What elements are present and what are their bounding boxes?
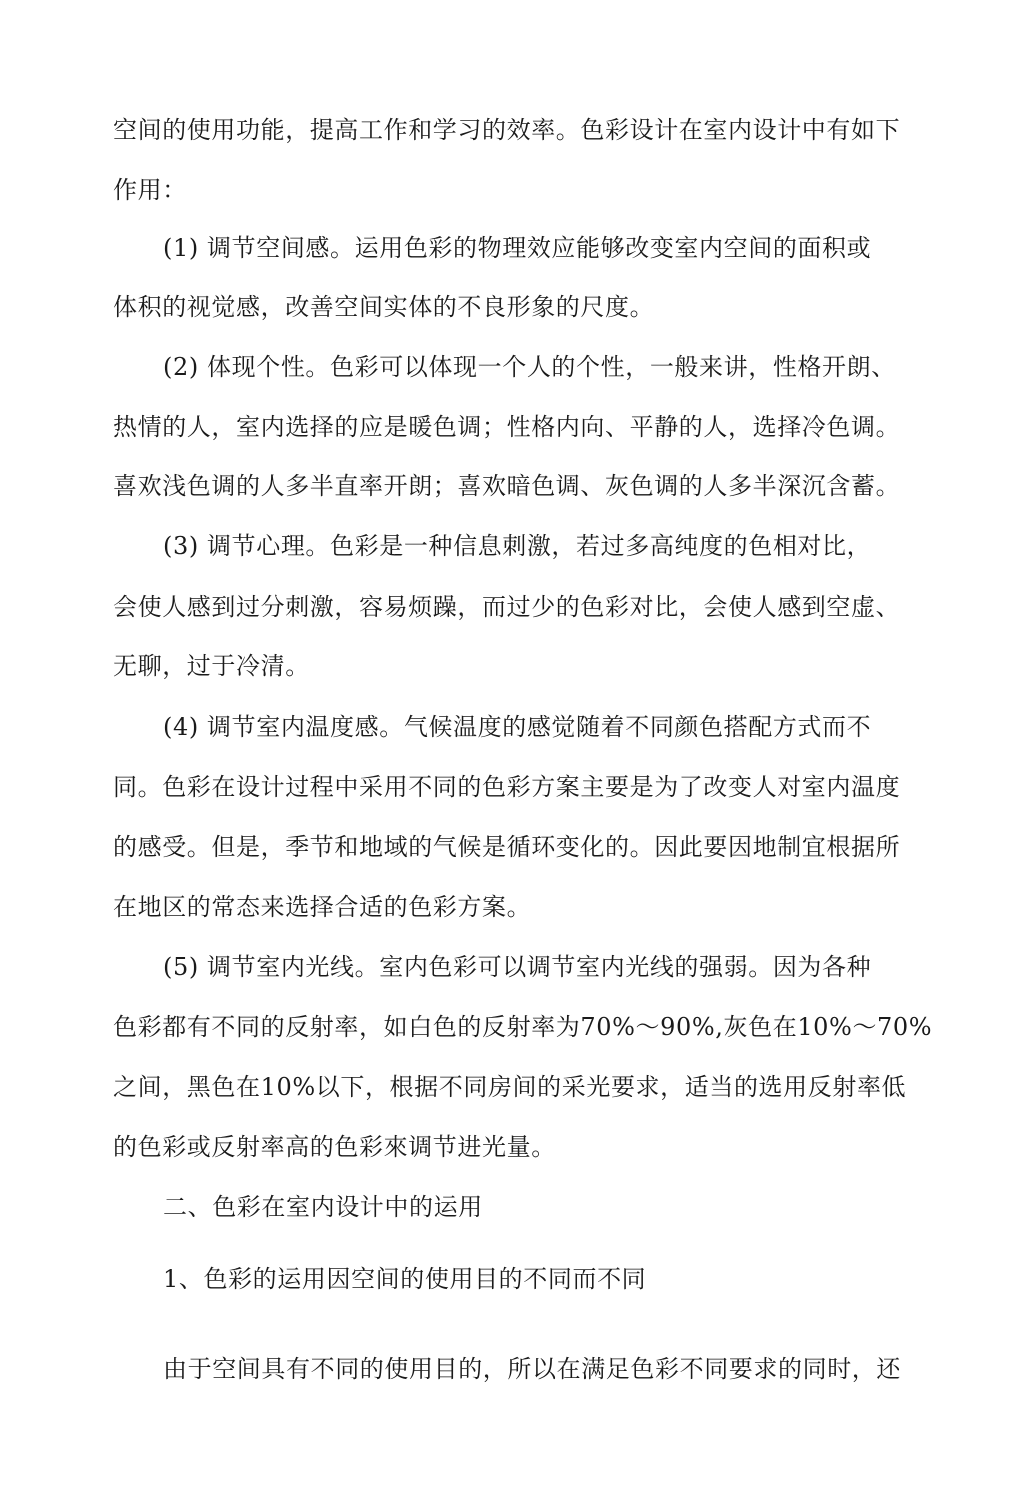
list-item-line: (5) 调节室内光线。室内色彩可以调节室内光线的强弱。因为各种 <box>163 953 872 981</box>
paragraph-line: 空间的使用功能，提高工作和学习的效率。色彩设计在室内设计中有如下 <box>113 116 901 144</box>
paragraph-line: 在地区的常态来选择合适的色彩方案。 <box>113 893 532 921</box>
paragraph-line: 作用： <box>113 176 187 204</box>
paragraph-line: 之间，黑色在10%以下，根据不同房间的采光要求，适当的选用反射率低 <box>113 1073 907 1101</box>
paragraph-line: 热情的人，室内选择的应是暖色调；性格内向、平静的人，选择冷色调。 <box>113 413 901 441</box>
paragraph-line: 体积的视觉感，改善空间实体的不良形象的尺度。 <box>113 293 655 321</box>
section-heading: 二、色彩在室内设计中的运用 <box>163 1193 483 1221</box>
paragraph-line: 无聊，过于冷清。 <box>113 652 310 680</box>
paragraph-line: 由于空间具有不同的使用目的，所以在满足色彩不同要求的同时，还 <box>163 1355 901 1383</box>
paragraph-line: 色彩都有不同的反射率，如白色的反射率为70%～90%,灰色在10%～70% <box>113 1013 933 1041</box>
list-item-line: (2) 体现个性。色彩可以体现一个人的个性，一般来讲，性格开朗、 <box>163 353 896 381</box>
paragraph-line: 喜欢浅色调的人多半直率开朗；喜欢暗色调、灰色调的人多半深沉含蓄。 <box>113 472 901 500</box>
list-item-line: (4) 调节室内温度感。气候温度的感觉随着不同颜色搭配方式而不 <box>163 713 872 741</box>
paragraph-line: 的感受。但是，季节和地域的气候是循环变化的。因此要因地制宜根据所 <box>113 833 901 861</box>
list-item-line: (3) 调节心理。色彩是一种信息刺激，若过多高纯度的色相对比， <box>163 532 872 560</box>
list-item-line: (1) 调节空间感。运用色彩的物理效应能够改变室内空间的面积或 <box>163 234 872 262</box>
paragraph-line: 会使人感到过分刺激，容易烦躁，而过少的色彩对比，会使人感到空虚、 <box>113 593 901 621</box>
subsection-heading: 1、色彩的运用因空间的使用目的不同而不同 <box>163 1265 647 1293</box>
paragraph-line: 的色彩或反射率高的色彩來调节进光量。 <box>113 1133 556 1161</box>
paragraph-line: 同。色彩在设计过程中采用不同的色彩方案主要是为了改变人对室内温度 <box>113 773 901 801</box>
